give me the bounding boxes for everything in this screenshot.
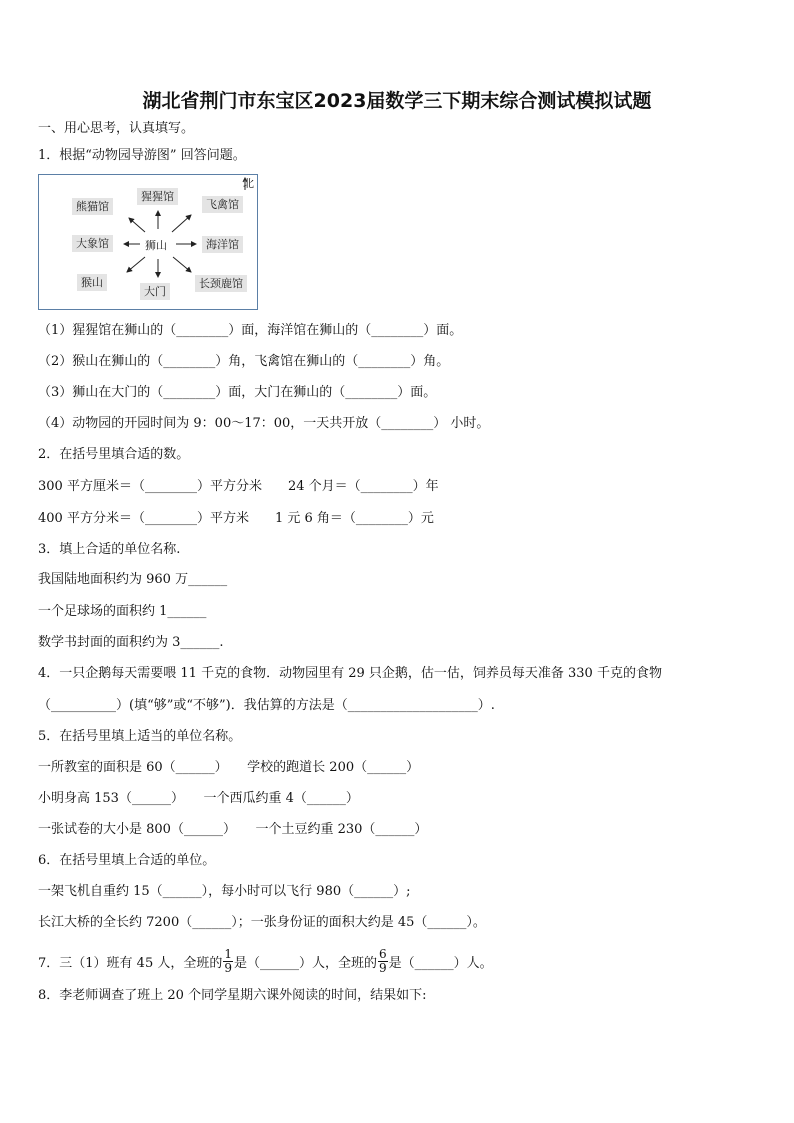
question-1-sub-1: （1）猩猩馆在狮山的（________）面，海洋馆在狮山的（________）面。: [38, 323, 463, 338]
fraction-denominator: 9: [379, 961, 387, 975]
question-4-row-1: 4．一只企鹅每天需要喂 11 千克的食物．动物园里有 29 只企鹅，估一估，饲养员每天准备 330 千克的食物: [38, 666, 662, 681]
question-3-row-2: 一个足球场的面积约 1______: [38, 604, 207, 619]
section-heading: 一、用心思考，认真填写。: [38, 121, 195, 136]
question-3-row-1: 我国陆地面积约为 960 万______: [38, 572, 228, 587]
map-elephant-house: 大象馆: [72, 235, 113, 252]
fraction-numerator: 6: [379, 947, 387, 961]
map-lion-hill: 狮山: [145, 239, 167, 252]
question-6-row-2: 长江大桥的全长约 7200（______）；一张身份证的面积大约是 45（______）。: [38, 915, 486, 930]
question-5-row-1: 一所教室的面积是 60（______） 学校的跑道长 200（______）: [38, 760, 420, 775]
question-6-stem: 6．在括号里填上合适的单位。: [38, 853, 216, 868]
question-7-part-3: 是（______）人。: [388, 956, 493, 971]
question-3-stem: 3．填上合适的单位名称.: [38, 542, 181, 557]
map-ocean-house: 海洋馆: [202, 236, 243, 253]
page-title: 湖北省荆门市东宝区2023届数学三下期末综合测试模拟试题: [142, 90, 652, 112]
question-2-stem: 2．在括号里填合适的数。: [38, 447, 190, 462]
question-5-row-3: 一张试卷的大小是 800（______） 一个土豆约重 230（______）: [38, 822, 428, 837]
question-7-part-1: 7．三（1）班有 45 人，全班的: [38, 956, 223, 971]
north-label: 北: [243, 177, 254, 190]
map-giraffe-house: 长颈鹿馆: [195, 275, 247, 292]
question-3-row-3: 数学书封面的面积约为 3______.: [38, 635, 224, 650]
question-8-stem: 8．李老师调查了班上 20 个同学星期六课外阅读的时间，结果如下:: [38, 988, 427, 1003]
question-1-sub-2: （2）猴山在狮山的（________）角，飞禽馆在狮山的（________）角。: [38, 354, 450, 369]
fraction-one-ninth: [223, 948, 233, 975]
fraction-six-ninths: [378, 948, 388, 975]
question-5-stem: 5．在括号里填上适当的单位名称。: [38, 729, 242, 744]
map-gate: 大门: [140, 283, 170, 300]
map-bird-house: 飞禽馆: [202, 196, 243, 213]
zoo-map: [38, 174, 258, 310]
question-1-stem: 1．根据“动物园导游图” 回答问题。: [38, 148, 246, 163]
question-2-row-2: 400 平方分米＝（________）平方米 1 元 6 角＝（________）元: [38, 511, 434, 526]
question-1-sub-4: （4）动物园的开园时间为 9：00～17：00，一天共开放（________） 小时。: [38, 416, 490, 431]
question-4-row-2: （__________）(填“够”或“不够”)．我估算的方法是（____________________）.: [38, 698, 495, 713]
question-1-sub-3: （3）狮山在大门的（________）面，大门在狮山的（________）面。: [38, 385, 437, 400]
question-6-row-1: 一架飞机自重约 15（______），每小时可以飞行 980（______）;: [38, 884, 411, 899]
question-7: [38, 947, 493, 977]
question-5-row-2: 小明身高 153（______） 一个西瓜约重 4（______）: [38, 791, 359, 806]
map-panda-house: 熊猫馆: [72, 198, 113, 215]
fraction-denominator: 9: [224, 961, 232, 975]
fraction-numerator: 1: [224, 947, 232, 961]
question-7-part-2: 是（______）人，全班的: [234, 956, 378, 971]
map-orangutan-house: 猩猩馆: [137, 188, 178, 205]
map-monkey-hill: 猴山: [77, 274, 107, 291]
question-2-row-1: 300 平方厘米＝（________）平方分米 24 个月＝（________）年: [38, 479, 439, 494]
map-direction-arrows: [39, 175, 259, 311]
